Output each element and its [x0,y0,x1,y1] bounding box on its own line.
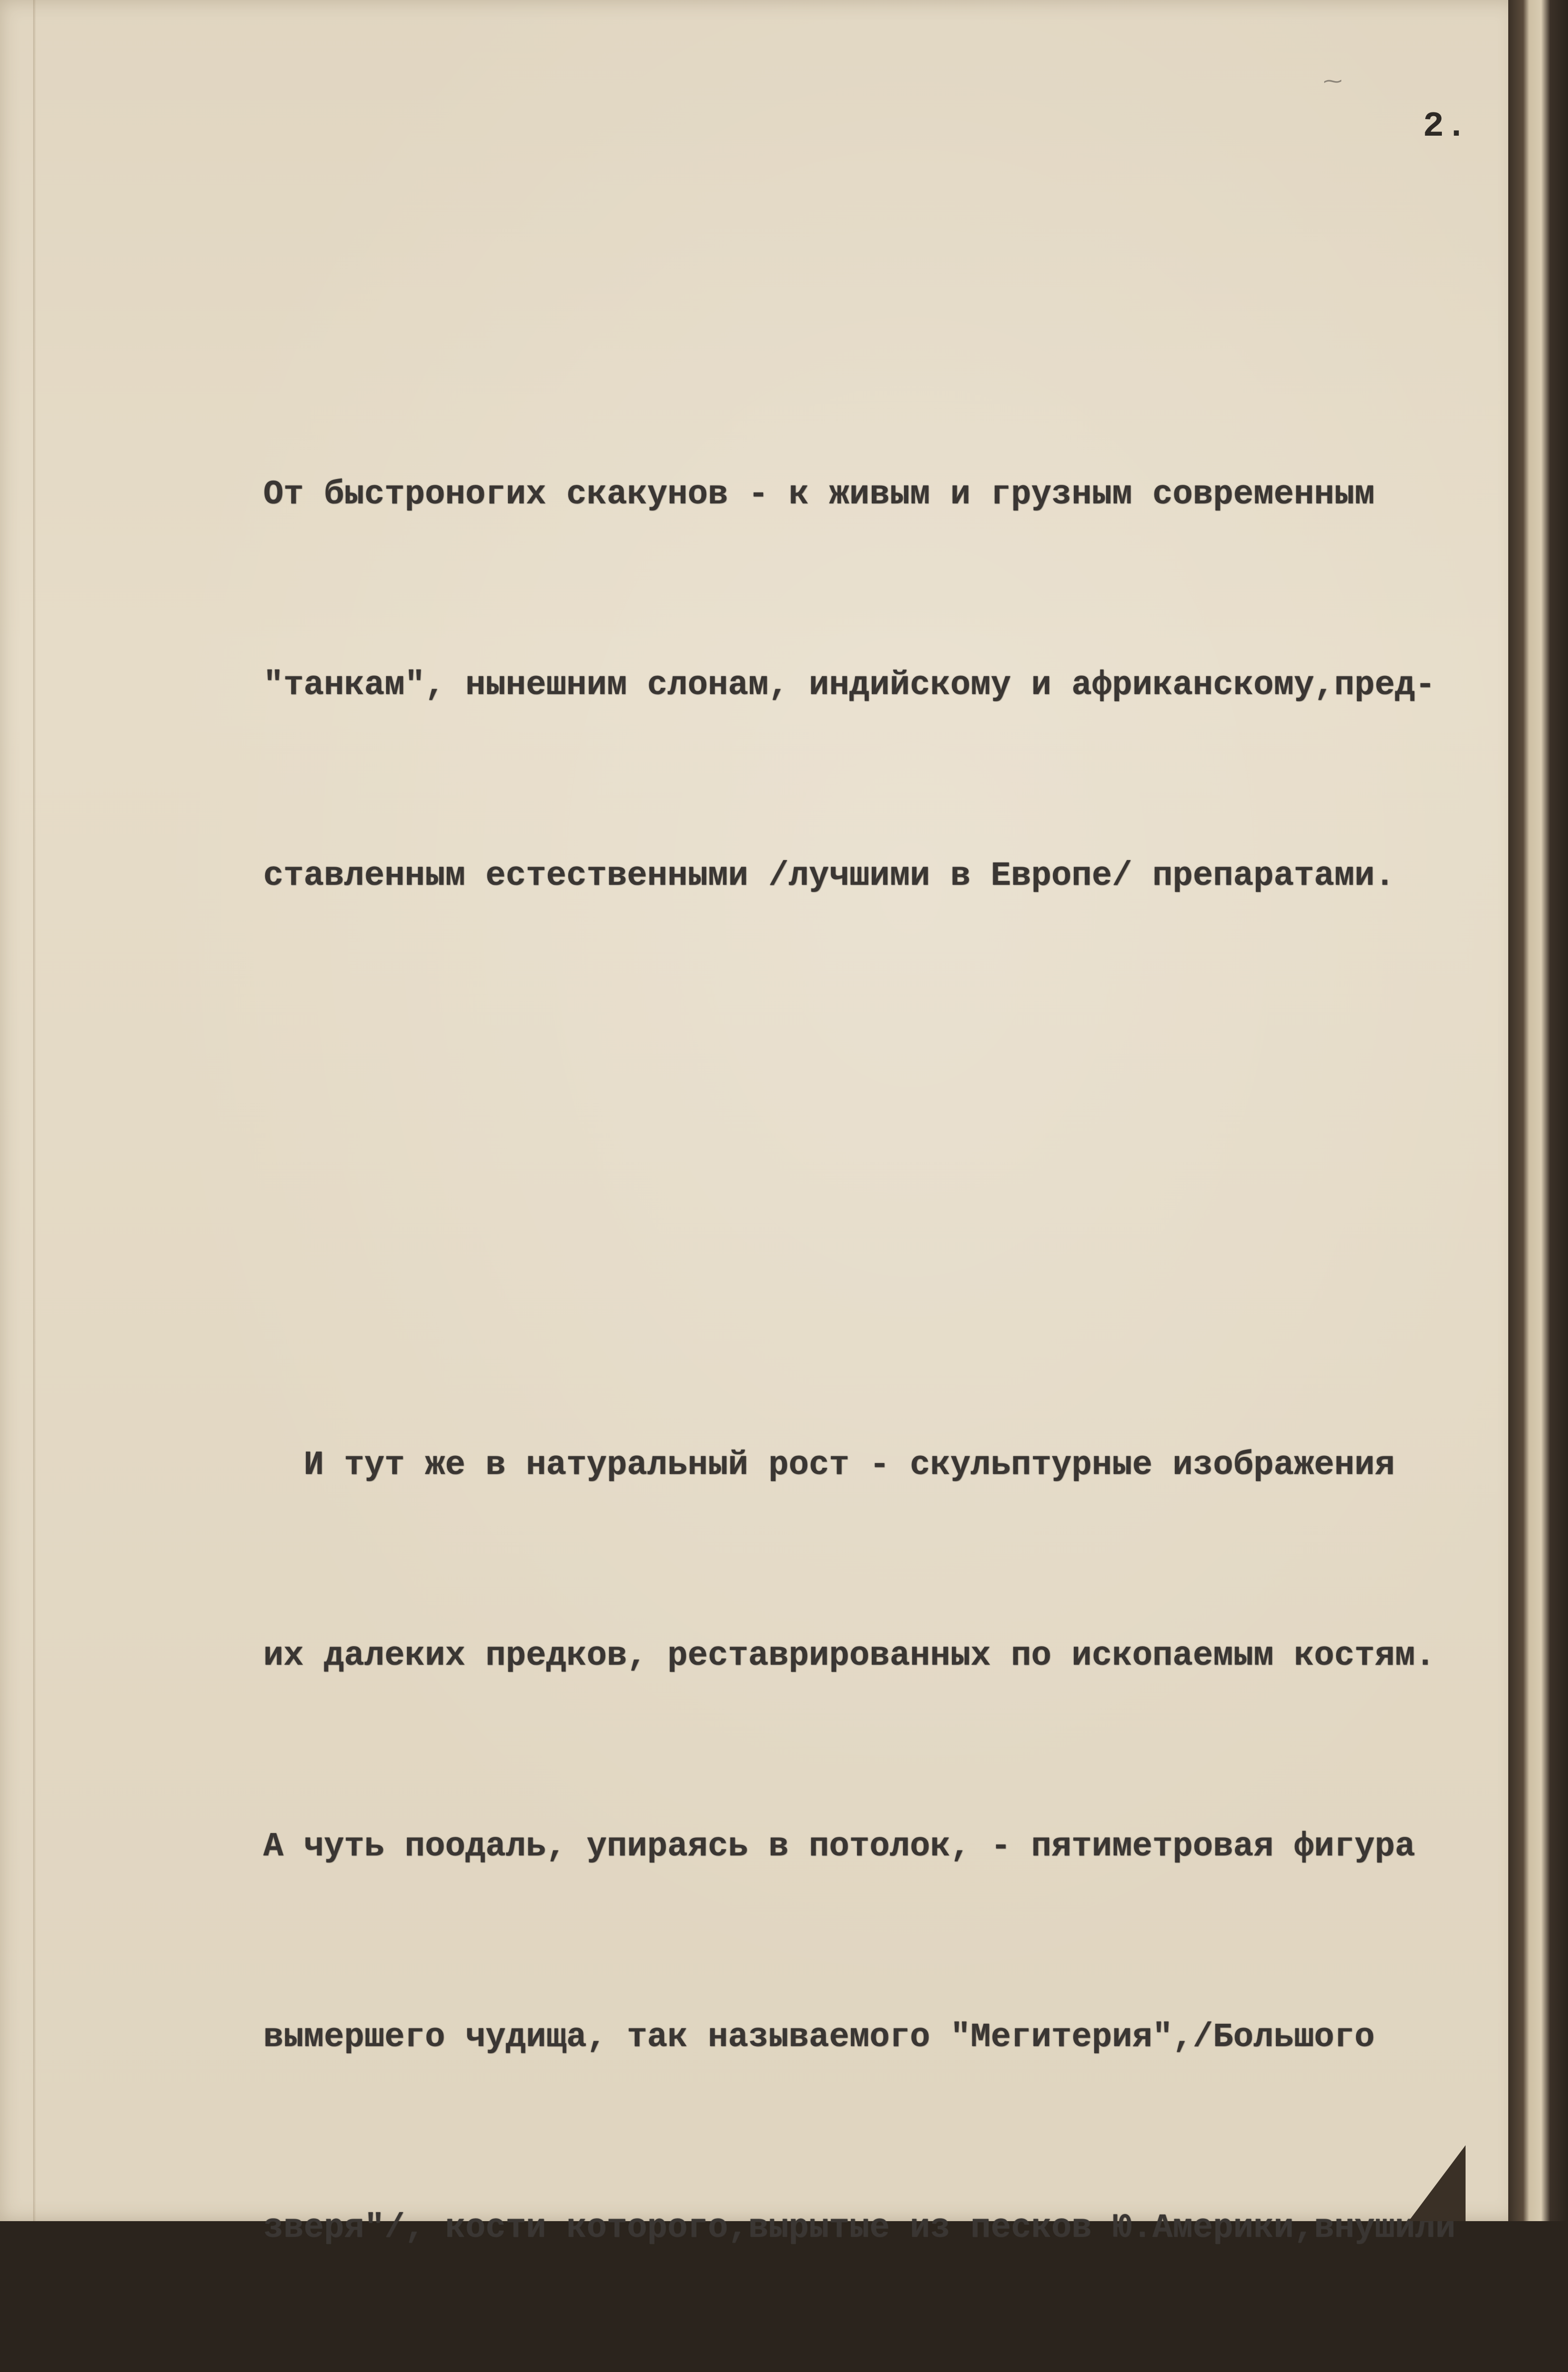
folded-corner [1409,2145,1466,2221]
pencil-mark: ⁓ [1323,70,1342,92]
typewritten-text [263,209,1515,2372]
paragraph-1 [263,336,1515,1035]
text-line: И тут же в натуральный рост - скульптурные изображения [263,1446,1395,1484]
binding-shadow [33,0,36,2221]
text-line: зверя"/, кости которого,вырытые из песков Ю.Америки,внушили [263,2209,1456,2247]
page-number: 2. [1423,107,1469,147]
text-line: "танкам", нынешним слонам, индийскому и африканскому,пред- [263,667,1436,704]
text-line: А чуть поодаль, упираясь в потолок, - пятиметровая фигура [263,1828,1415,1866]
text-line: вымершего чудища, так называемого "Мегитерия",/Большого [263,2019,1375,2057]
text-line: их далеких предков, реставрированных по ископаемым костям. [263,1637,1436,1675]
paragraph-2 [263,1306,1515,2372]
text-line: ставленным естественными /лучшими в Европе/ препаратами. [263,857,1395,895]
page-stack-edge [1508,0,1568,2221]
text-line: От быстроногих скакунов - к живым и грузным современным [263,476,1375,514]
